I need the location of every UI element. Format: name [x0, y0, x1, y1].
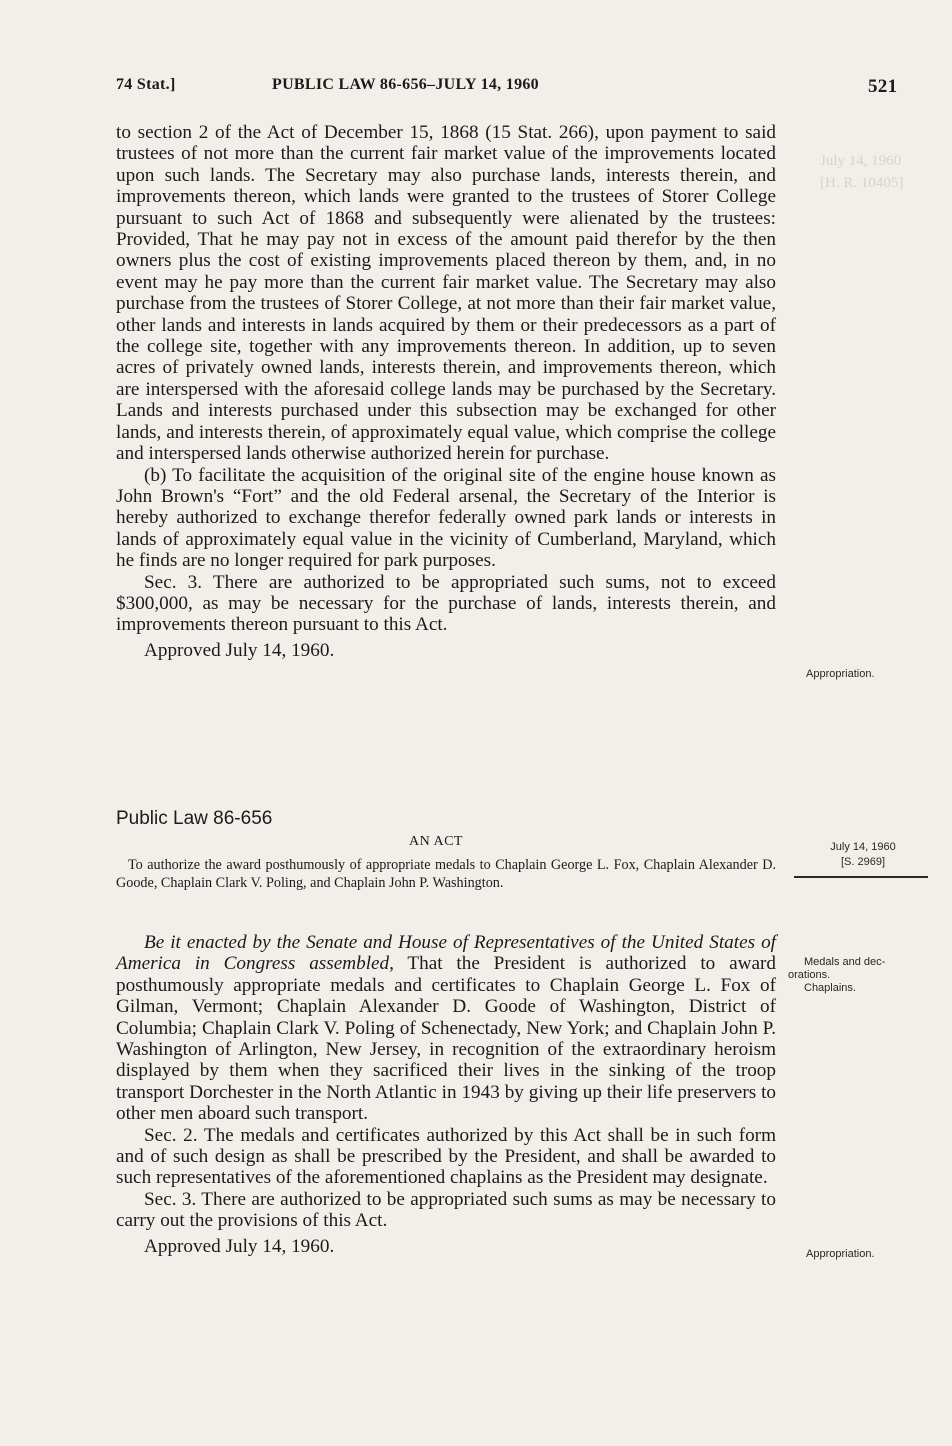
margin-rule	[794, 876, 928, 878]
paragraph-sec3-appropriation: Sec. 3. There are authorized to be appropriated such sums, not to exceed $300,000, as may be necessary for the purchase of lands, interests therein, and improvements thereon pursuant to this Act.	[116, 571, 776, 636]
approved-date-1: Approved July 14, 1960.	[144, 639, 335, 661]
margin-medals-line2: orations.	[788, 969, 831, 981]
paragraph-exchange: (b) To facilitate the acquisition of the original site of the engine house known as John Brown's “Fort” and the old Federal arsenal, the Secretary of the Interior is hereby authorized to exchange therefor federally owned park lands or interests in lands of approximately equal value in the vicinity of Cumberland, Maryland, which he finds are no longer required for park purposes.	[116, 464, 776, 572]
paragraph-purchase: to section 2 of the Act of December 15, 1868 (15 Stat. 266), upon payment to said trustees of not more than the current fair market value of the improvements located upon such lands. The Secretary may also purchase lands, interests therein, and improvements thereon, which lands were granted to the trustees of Storer College pursuant to such Act of 1868 and subsequently were alienated by the trustees: Provided, That he may pay not in excess of the amount paid therefor by the then owners plus the cost of existing improvements placed thereon by them, and, in no event may he pay more than the current fair market value. The Secretary may also purchase from the trustees of Storer College, at not more than their fair market value, other lands and interests in lands acquired by them or their predecessors as a part of the college site, together with any improvements thereon. In addition, up to seven acres of privately owned lands, interests therein, and improvements thereon, which are interspersed with the aforesaid college lands may be purchased by the Secretary. Lands and interests purchased under this subsection may be exchanged for other lands, and interests therein, of approximately equal value, which comprise the college and interspersed lands otherwise authorized herein for purchase.	[116, 122, 776, 465]
margin-note-appropriation-1: Appropriation.	[806, 668, 875, 680]
page-number: 521	[868, 76, 898, 97]
enactment-body	[116, 932, 776, 1257]
margin-date: July 14, 1960	[830, 841, 896, 853]
enactment-paragraph	[116, 932, 776, 1125]
enacting-clause: Be it enacted by the Senate and House of Representatives of the United States of America in Congress assembled,	[116, 932, 776, 975]
margin-medals-line3: Chaplains.	[804, 982, 856, 994]
margin-note-appropriation-2: Appropriation.	[806, 1248, 875, 1260]
margin-bill-number: [S. 2969]	[840, 856, 886, 868]
public-law-heading: Public Law 86-656	[116, 808, 273, 829]
margin-medals-line1: Medals and dec-	[804, 956, 886, 968]
margin-note-bill	[804, 840, 922, 878]
approved-date-2: Approved July 14, 1960.	[144, 1235, 335, 1257]
enactment-text: That the President is authorized to award posthumously appropriate medals and certificates to Chaplain George L. Fox of Gilman, Vermont; Chaplain Alexander D. Goode of Washington, District of Columbia; Chaplain Clark V. Poling of Schenectady, New York; and Chaplain John P. Washington of Arlington, New Jersey, in recognition of the extraordinary heroism displayed by them when they sacrificed their lives in the sinking of the troop transport Dorchester in the North Atlantic in 1943 by giving up their life preservers to other men aboard such transport.	[116, 953, 776, 1125]
header-title: PUBLIC LAW 86-656–JULY 14, 1960	[272, 76, 539, 93]
margin-note-medals	[788, 956, 885, 995]
act-purpose: To authorize the award posthumously of appropriate medals to Chaplain George L. Fox, Chaplain Alexander D. Goode, Chaplain Clark V. Poling, and Chaplain John P. Washington.	[116, 857, 776, 891]
an-act-label: AN ACT	[409, 834, 463, 849]
paragraph-sec3: Sec. 3. There are authorized to be appropriated such sums as may be necessary to carry out the provisions of this Act.	[116, 1188, 776, 1232]
show-through-text: July 14, 1960 [H. R. 10405]	[820, 153, 904, 191]
section-continuation	[116, 122, 776, 661]
header-stat: 74 Stat.]	[116, 76, 176, 93]
paragraph-sec2: Sec. 2. The medals and certificates authorized by this Act shall be in such form and of such design as shall be prescribed by the President, and shall be awarded to such representatives of the aforementioned chaplains as the President may designate.	[116, 1124, 776, 1189]
